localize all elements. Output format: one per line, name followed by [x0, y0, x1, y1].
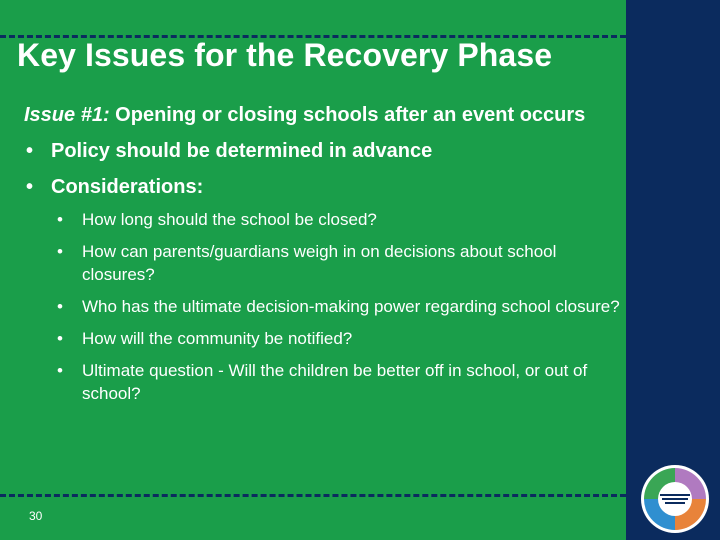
sub-bullet-marker: • [57, 242, 63, 261]
sub-bullet-text: Who has the ultimate decision-making power regarding school closure? [82, 297, 620, 316]
bullet-marker: • [26, 140, 34, 162]
sub-bullet-item [24, 327, 620, 350]
bullet-marker: • [26, 176, 34, 198]
bullet-item [24, 138, 620, 164]
sub-bullet-marker: • [57, 210, 63, 229]
sub-bullet-item [24, 208, 620, 231]
issue-heading [24, 102, 620, 128]
sub-bullet-marker: • [57, 361, 63, 380]
sub-bullet-text: Ultimate question - Will the children be better off in school, or out of school? [82, 361, 588, 403]
bullet-text: Policy should be determined in advance [51, 140, 433, 162]
sub-bullet-text: How will the community be notified? [82, 329, 353, 348]
sub-bullet-marker: • [57, 297, 63, 316]
issue-text: Opening or closing schools after an event occurs [109, 104, 586, 126]
sidebar-panel [626, 0, 720, 540]
rems-circle-logo-icon [640, 464, 710, 534]
slide-content [24, 102, 620, 405]
issue-label: Issue #1: [24, 104, 110, 126]
bullet-item [24, 174, 620, 200]
sub-bullet-item [24, 295, 620, 318]
page-number: 30 [29, 509, 43, 523]
bottom-dashed-divider [0, 494, 626, 497]
sub-bullet-item [24, 240, 620, 286]
sub-bullet-item [24, 359, 620, 405]
sub-bullet-text: How long should the school be closed? [82, 210, 377, 229]
bullet-text: Considerations: [51, 176, 204, 198]
sub-bullet-marker: • [57, 329, 63, 348]
slide-title: Key Issues for the Recovery Phase [17, 37, 553, 73]
sub-bullet-text: How can parents/guardians weigh in on decisions about school closures? [82, 242, 557, 284]
